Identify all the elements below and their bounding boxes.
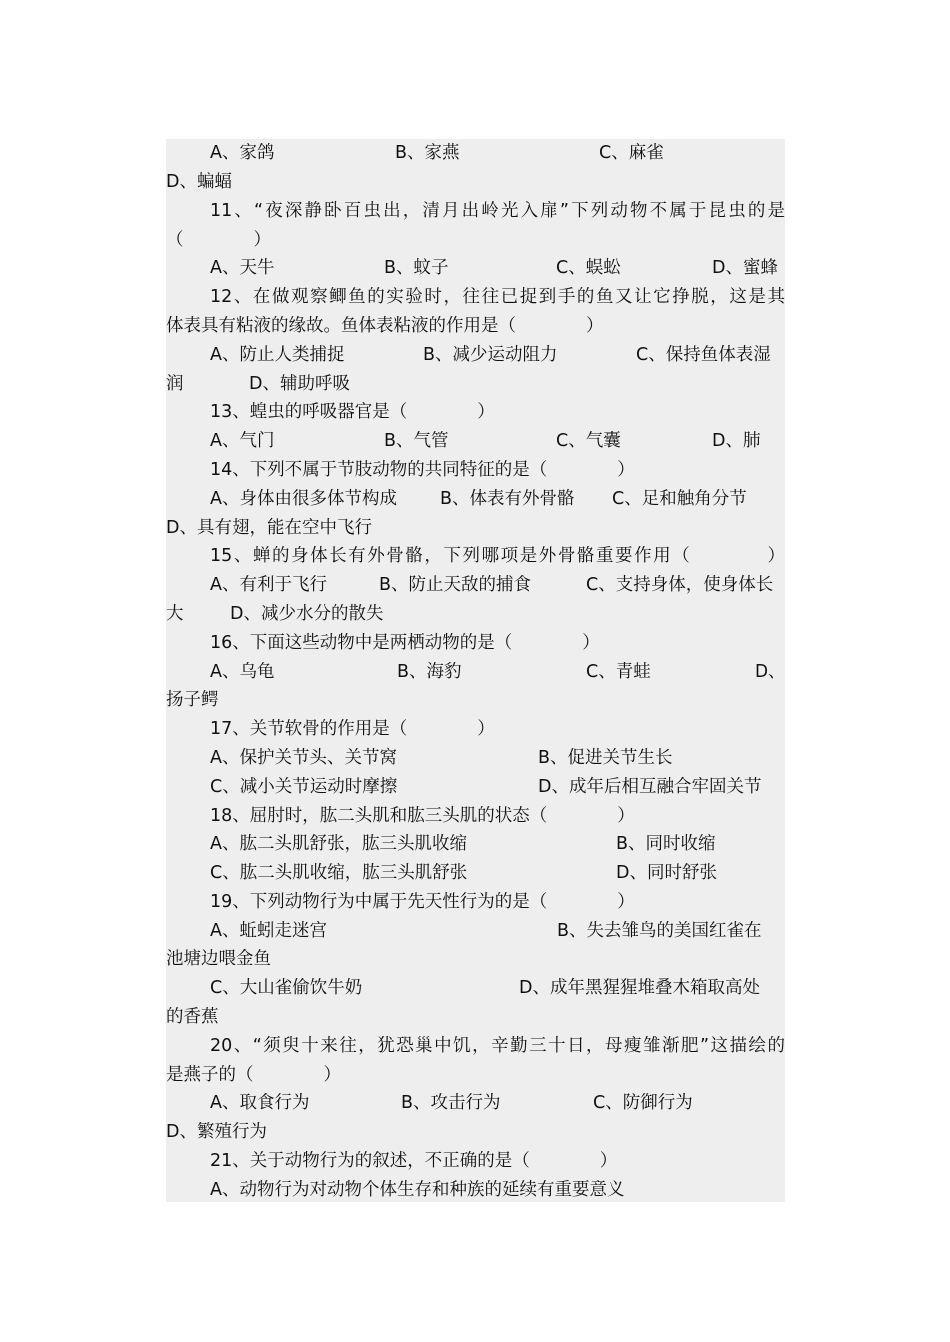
text-line: [166, 1003, 785, 1031]
text-line: [166, 485, 785, 513]
question-line: [166, 398, 785, 426]
option-text: A、取食行为: [210, 1093, 310, 1113]
option-text: D、具有翅，能在空中飞行: [166, 518, 372, 538]
text-line: [166, 686, 785, 714]
option-text: B、气管: [384, 431, 449, 451]
question-line: [166, 283, 785, 311]
option-text: A、肱二头肌舒张，肱三头肌收缩: [210, 834, 467, 854]
question-text: 是燕子的（ ）: [166, 1065, 341, 1085]
option-text: A、家鸽: [210, 143, 275, 163]
option-text: B、体表有外骨骼: [440, 489, 575, 509]
question-line: [166, 1147, 785, 1175]
option-text: A、蚯蚓走迷宫: [210, 921, 327, 941]
text-line: [166, 370, 785, 398]
text-line: [166, 917, 785, 945]
option-text: A、乌龟: [210, 662, 275, 682]
text-line: [166, 226, 785, 254]
question-text: 15、蝉的身体长有外骨骼，下列哪项是外骨骼重要作用（ ）: [210, 546, 785, 566]
option-text: B、失去雏鸟的美国红雀在: [557, 921, 762, 941]
option-text: A、保护关节头、关节窝: [210, 748, 397, 768]
option-text: A、动物行为对动物个体生存和种族的延续有重要意义: [210, 1180, 625, 1200]
text-line: [166, 744, 785, 772]
option-text: D、繁殖行为: [166, 1122, 267, 1142]
option-text: 扬子鳄: [166, 690, 219, 710]
question-line: [166, 888, 785, 916]
option-text: C、支持身体，使身体长: [586, 575, 774, 595]
text-line: [166, 1118, 785, 1146]
question-line: [166, 197, 785, 225]
text-line: [166, 312, 785, 340]
text-line: [166, 830, 785, 858]
option-text: C、防御行为: [593, 1093, 693, 1113]
question-line: [166, 802, 785, 830]
option-text: 的香蕉: [166, 1007, 219, 1027]
option-text: D、辅助呼吸: [249, 374, 350, 394]
question-text: 13、蝗虫的呼吸器官是（ ）: [210, 402, 495, 422]
option-text: A、有利于飞行: [210, 575, 327, 595]
text-line: [166, 571, 785, 599]
text-line: [166, 168, 785, 196]
option-text: C、足和触角分节: [612, 489, 747, 509]
text-line: [166, 341, 785, 369]
option-text: A、防止人类捕捉: [210, 345, 345, 365]
option-text: C、肱二头肌收缩，肱三头肌舒张: [210, 863, 468, 883]
text-line: [166, 1089, 785, 1117]
question-text: 16、下面这些动物中是两栖动物的是（ ）: [210, 633, 600, 653]
option-text: 大: [166, 604, 184, 624]
option-text: C、青蛙: [586, 662, 651, 682]
text-line: [166, 1176, 785, 1204]
question-text: 17、关节软骨的作用是（ ）: [210, 719, 495, 739]
option-text: B、促进关节生长: [538, 748, 673, 768]
option-text: B、家燕: [395, 143, 460, 163]
text-line: [166, 254, 785, 282]
option-text: D、成年黑猩猩堆叠木箱取高处: [519, 978, 760, 998]
text-line: [166, 600, 785, 628]
question-line: [166, 542, 785, 570]
option-text: B、同时收缩: [616, 834, 716, 854]
option-text: B、防止天敌的捕食: [379, 575, 532, 595]
answer-blank: （ ）: [166, 230, 271, 250]
option-text: D、: [755, 662, 785, 682]
option-text: B、攻击行为: [401, 1093, 501, 1113]
text-line: [166, 427, 785, 455]
option-text: C、保持鱼体表湿: [636, 345, 771, 365]
option-text: A、天牛: [210, 258, 275, 278]
option-text: A、身体由很多体节构成: [210, 489, 397, 509]
question-text: 20、“须臾十来往，犹恐巢中饥，辛勤三十日，母瘦雏渐肥”这描绘的: [210, 1036, 785, 1056]
text-line: [166, 139, 785, 167]
text-line: [166, 514, 785, 542]
option-text: D、蜜蜂: [712, 258, 778, 278]
question-text: 14、下列不属于节肢动物的共同特征的是（ ）: [210, 460, 635, 480]
option-text: A、气门: [210, 431, 275, 451]
question-text: 21、关于动物行为的叙述，不正确的是（ ）: [210, 1151, 618, 1171]
option-text: D、减少水分的散失: [230, 604, 384, 624]
option-text: B、蚊子: [384, 258, 449, 278]
option-text: B、减少运动阻力: [423, 345, 558, 365]
question-line: [166, 715, 785, 743]
option-text: D、同时舒张: [616, 863, 717, 883]
option-text: 润: [166, 374, 184, 394]
question-line: [166, 1032, 785, 1060]
option-text: C、蜈蚣: [556, 258, 621, 278]
question-text: 19、下列动物行为中属于先天性行为的是（ ）: [210, 892, 635, 912]
question-text: 体表具有粘液的缘故。鱼体表粘液的作用是（ ）: [166, 316, 604, 336]
option-text: D、肺: [712, 431, 761, 451]
text-line: [166, 945, 785, 973]
option-text: C、大山雀偷饮牛奶: [210, 978, 363, 998]
option-text: D、蝙蝠: [166, 172, 232, 192]
question-text-block: [166, 139, 785, 1202]
question-text: 18、屈肘时，肱二头肌和肱三头肌的状态（ ）: [210, 806, 635, 826]
text-line: [166, 773, 785, 801]
option-text: C、麻雀: [599, 143, 664, 163]
text-line: [166, 859, 785, 887]
option-text: C、气囊: [556, 431, 621, 451]
question-text: 11、“夜深静卧百虫出，清月出岭光入扉”下列动物不属于昆虫的是: [210, 201, 785, 221]
text-line: [166, 1061, 785, 1089]
question-line: [166, 629, 785, 657]
option-text: B、海豹: [397, 662, 462, 682]
option-text: 池塘边喂金鱼: [166, 949, 271, 969]
option-text: D、成年后相互融合牢固关节: [538, 777, 762, 797]
option-text: C、减小关节运动时摩擦: [210, 777, 398, 797]
text-line: [166, 974, 785, 1002]
text-line: [166, 658, 785, 686]
question-text: 12、在做观察鲫鱼的实验时，往往已捉到手的鱼又让它挣脱，这是其: [210, 287, 785, 307]
question-line: [166, 456, 785, 484]
